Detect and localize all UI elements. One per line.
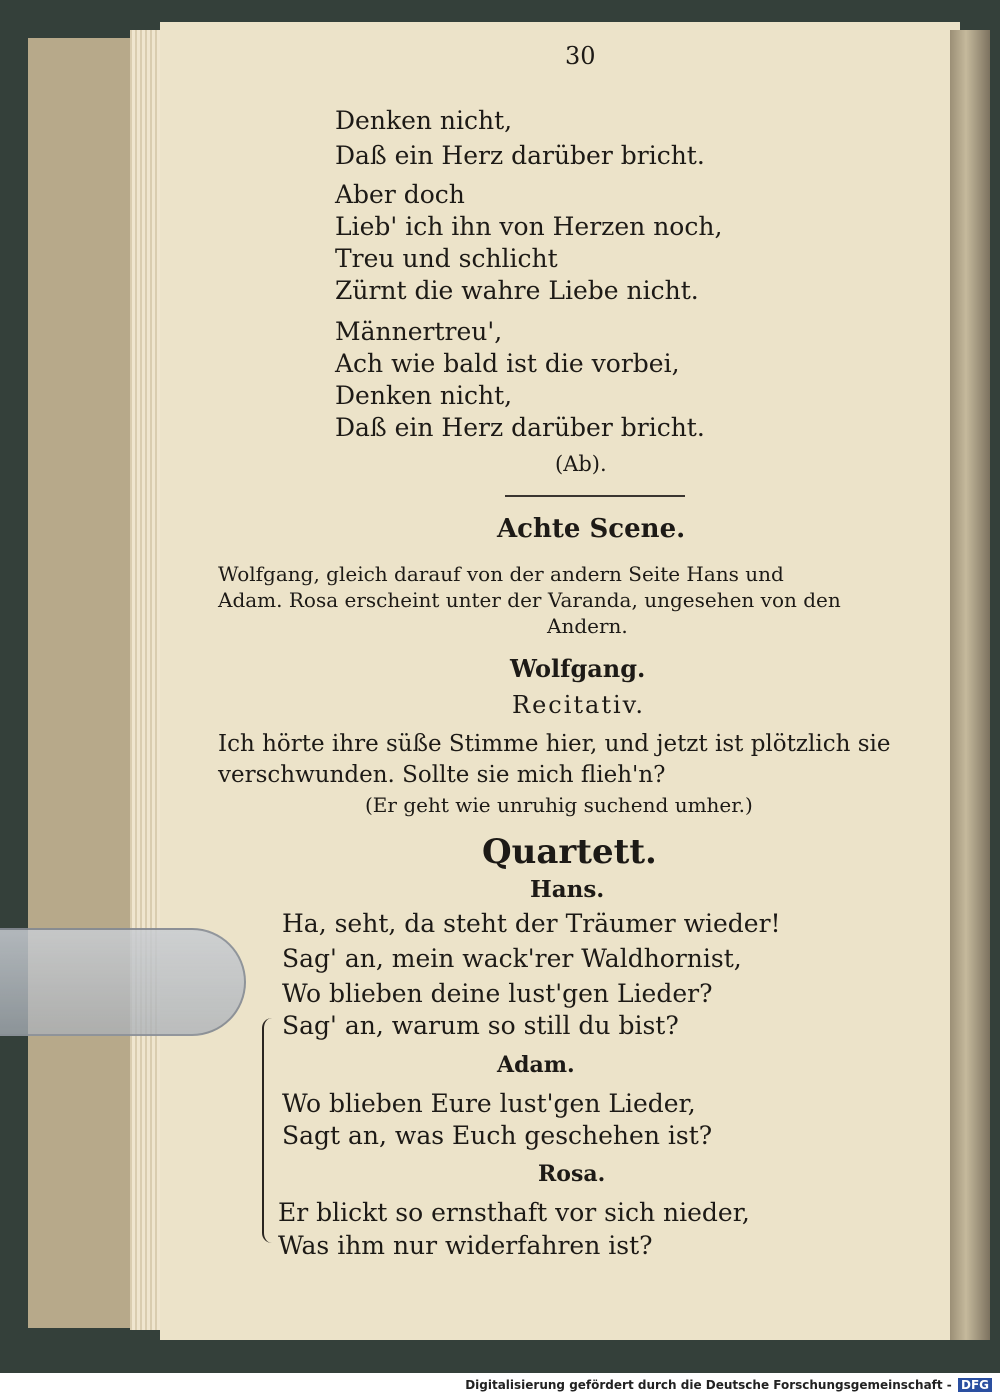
digitization-footer: [465, 1378, 992, 1392]
scene-description-line: Andern.: [547, 614, 628, 638]
ensemble-brace: [262, 1018, 276, 1243]
verse-line: Sagt an, was Euch geschehen ist?: [282, 1121, 713, 1150]
page-number: 30: [565, 42, 596, 70]
stage-direction-exit: (Ab).: [555, 452, 607, 476]
verse-line: Zürnt die wahre Liebe nicht.: [335, 276, 699, 305]
verse-line: Wo blieben deine lust'gen Lieder?: [282, 979, 713, 1008]
speaker-name: Adam.: [497, 1052, 575, 1078]
verse-line: Ach wie bald ist die vorbei,: [335, 349, 680, 378]
verse-line: Lieb' ich ihn von Herzen noch,: [335, 212, 723, 241]
verse-line: Aber doch: [335, 180, 465, 209]
verse-line: Denken nicht,: [335, 381, 513, 410]
verse-line: Was ihm nur widerfahren ist?: [278, 1231, 653, 1260]
verse-line: Treu und schlicht: [335, 244, 558, 273]
book-spine-shadow: [950, 30, 990, 1340]
verse-line: Ha, seht, da steht der Träumer wieder!: [282, 909, 781, 938]
stage-direction: (Er geht wie unruhig suchend umher.): [365, 793, 753, 817]
verse-line: Denken nicht,: [335, 106, 513, 135]
footer-text: Digitalisierung gefördert durch die Deutsche Forschungsgemeinschaft -: [465, 1378, 952, 1392]
verse-line: Daß ein Herz darüber bricht.: [335, 141, 705, 170]
verse-line: Er blickt so ernsthaft vor sich nieder,: [278, 1198, 750, 1227]
recitative-line: Ich hörte ihre süße Stimme hier, und jetzt ist plötzlich sie: [218, 731, 891, 757]
scene-description-line: Adam. Rosa erscheint unter der Varanda, ungesehen von den: [218, 588, 841, 612]
quartett-heading: Quartett.: [482, 832, 657, 872]
page-holder-finger: [0, 928, 246, 1036]
scene-description-line: Wolfgang, gleich darauf von der andern Seite Hans und: [218, 562, 784, 586]
verse-line: Sag' an, warum so still du bist?: [282, 1011, 679, 1040]
scene-title: Achte Scene.: [497, 514, 686, 544]
speaker-name: Hans.: [530, 876, 605, 903]
verse-line: Wo blieben Eure lust'gen Lieder,: [282, 1089, 696, 1118]
section-divider: [505, 495, 685, 497]
recitative-line: verschwunden. Sollte sie mich flieh'n?: [218, 762, 666, 788]
speaker-name: Rosa.: [538, 1161, 606, 1187]
section-label-recitativ: Recitativ.: [512, 691, 646, 719]
verse-line: Männertreu',: [335, 317, 503, 346]
speaker-name: Wolfgang.: [510, 654, 646, 683]
verse-line: Sag' an, mein wack'rer Waldhornist,: [282, 944, 742, 973]
dfg-logo: DFG: [958, 1378, 992, 1392]
verse-line: Daß ein Herz darüber bricht.: [335, 413, 705, 442]
